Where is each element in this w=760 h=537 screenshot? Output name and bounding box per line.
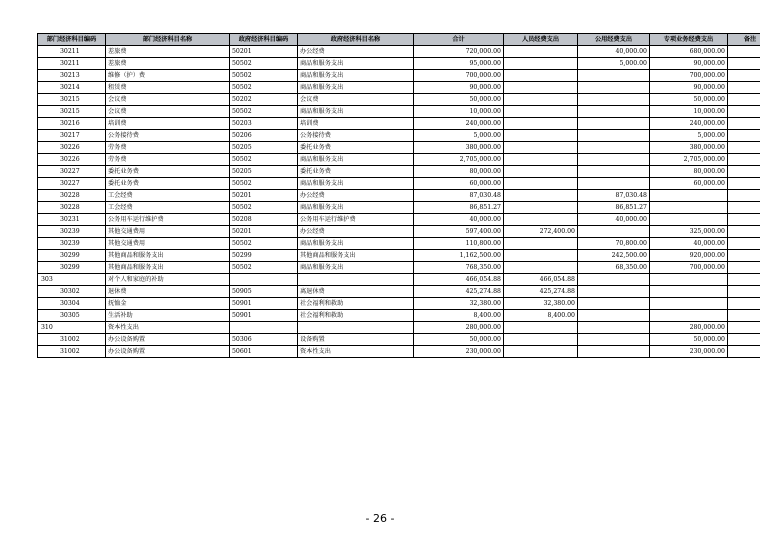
cell-special: 40,000.00 <box>650 238 728 250</box>
table-row <box>38 130 760 142</box>
table-row <box>38 202 760 214</box>
cell-public: 40,000.00 <box>578 46 650 58</box>
cell-personnel <box>504 130 578 142</box>
cell-total: 80,000.00 <box>414 166 504 178</box>
cell-special: 230,000.00 <box>650 346 728 358</box>
cell-gov-code: 50202 <box>230 94 298 106</box>
cell-dept-code: 30211 <box>38 46 106 58</box>
cell-public <box>578 226 650 238</box>
cell-gov-code: 50601 <box>230 346 298 358</box>
cell-personnel: 466,054.88 <box>504 274 578 286</box>
cell-gov-code: 50205 <box>230 166 298 178</box>
cell-dept-code: 30302 <box>38 286 106 298</box>
table-row <box>38 262 760 274</box>
cell-gov-name: 资本性支出 <box>298 346 414 358</box>
cell-dept-code: 30217 <box>38 130 106 142</box>
col-header-remarks: 备注 <box>728 34 760 46</box>
cell-personnel: 32,380.00 <box>504 298 578 310</box>
table-row <box>38 346 760 358</box>
cell-gov-name: 其他商品和服务支出 <box>298 250 414 262</box>
cell-gov-name: 商品和服务支出 <box>298 106 414 118</box>
cell-remarks <box>728 118 760 130</box>
cell-gov-name: 商品和服务支出 <box>298 202 414 214</box>
table-row <box>38 154 760 166</box>
cell-personnel: 272,400.00 <box>504 226 578 238</box>
cell-remarks <box>728 130 760 142</box>
cell-total: 87,030.48 <box>414 190 504 202</box>
cell-remarks <box>728 142 760 154</box>
budget-table <box>37 33 760 358</box>
cell-gov-code: 50299 <box>230 250 298 262</box>
cell-gov-code: 50206 <box>230 130 298 142</box>
col-header-gov-name: 政府经济科目名称 <box>298 34 414 46</box>
cell-personnel <box>504 46 578 58</box>
cell-personnel <box>504 262 578 274</box>
cell-gov-code: 50905 <box>230 286 298 298</box>
cell-gov-name: 培训费 <box>298 118 414 130</box>
cell-gov-name: 商品和服务支出 <box>298 58 414 70</box>
cell-gov-name: 公务用车运行维护费 <box>298 214 414 226</box>
cell-total: 240,000.00 <box>414 118 504 130</box>
table-row <box>38 274 760 286</box>
cell-total: 425,274.88 <box>414 286 504 298</box>
table-row <box>38 82 760 94</box>
col-header-gov-code: 政府经济科目编码 <box>230 34 298 46</box>
cell-total: 5,000.00 <box>414 130 504 142</box>
cell-remarks <box>728 58 760 70</box>
cell-public <box>578 166 650 178</box>
cell-dept-name: 公务用车运行维护费 <box>106 214 230 226</box>
cell-gov-name <box>298 322 414 334</box>
cell-total: 110,800.00 <box>414 238 504 250</box>
cell-public <box>578 322 650 334</box>
cell-public: 242,500.00 <box>578 250 650 262</box>
cell-remarks <box>728 154 760 166</box>
cell-dept-name: 办公设备购置 <box>106 334 230 346</box>
table-row <box>38 250 760 262</box>
cell-remarks <box>728 310 760 322</box>
cell-personnel <box>504 214 578 226</box>
cell-gov-code: 50205 <box>230 142 298 154</box>
cell-remarks <box>728 190 760 202</box>
cell-gov-name: 委托业务费 <box>298 166 414 178</box>
cell-public <box>578 82 650 94</box>
cell-special: 280,000.00 <box>650 322 728 334</box>
table-row <box>38 226 760 238</box>
cell-special <box>650 310 728 322</box>
cell-gov-code: 50502 <box>230 82 298 94</box>
cell-dept-name: 委托业务费 <box>106 178 230 190</box>
cell-special <box>650 274 728 286</box>
cell-remarks <box>728 286 760 298</box>
cell-total: 50,000.00 <box>414 94 504 106</box>
cell-remarks <box>728 214 760 226</box>
cell-remarks <box>728 346 760 358</box>
cell-gov-name: 委托业务费 <box>298 142 414 154</box>
cell-public <box>578 130 650 142</box>
cell-dept-name: 维修（护）费 <box>106 70 230 82</box>
cell-gov-name: 社会福利和救助 <box>298 298 414 310</box>
cell-gov-code: 50901 <box>230 298 298 310</box>
cell-gov-code: 50201 <box>230 190 298 202</box>
cell-dept-code: 30239 <box>38 226 106 238</box>
table-row <box>38 334 760 346</box>
cell-dept-name: 办公设备购置 <box>106 346 230 358</box>
cell-dept-code: 30227 <box>38 166 106 178</box>
cell-personnel <box>504 334 578 346</box>
table-row <box>38 178 760 190</box>
cell-special <box>650 190 728 202</box>
cell-special <box>650 286 728 298</box>
cell-dept-name: 差旅费 <box>106 58 230 70</box>
cell-remarks <box>728 82 760 94</box>
table-row <box>38 46 760 58</box>
cell-dept-code: 30228 <box>38 190 106 202</box>
table-row <box>38 298 760 310</box>
cell-public: 70,800.00 <box>578 238 650 250</box>
cell-remarks <box>728 178 760 190</box>
cell-dept-name: 资本性支出 <box>106 322 230 334</box>
cell-public <box>578 286 650 298</box>
cell-public <box>578 106 650 118</box>
table-row <box>38 238 760 250</box>
cell-public <box>578 274 650 286</box>
table-row <box>38 322 760 334</box>
cell-public <box>578 94 650 106</box>
cell-total: 700,000.00 <box>414 70 504 82</box>
cell-total: 380,000.00 <box>414 142 504 154</box>
cell-dept-name: 对个人和家庭的补助 <box>106 274 230 286</box>
cell-dept-name: 工会经费 <box>106 190 230 202</box>
cell-dept-name: 生活补助 <box>106 310 230 322</box>
cell-dept-code: 30231 <box>38 214 106 226</box>
cell-total: 720,000.00 <box>414 46 504 58</box>
cell-gov-name: 商品和服务支出 <box>298 82 414 94</box>
cell-public <box>578 178 650 190</box>
cell-dept-name: 会议费 <box>106 94 230 106</box>
cell-gov-name: 公务接待费 <box>298 130 414 142</box>
cell-personnel <box>504 58 578 70</box>
cell-dept-code: 30215 <box>38 106 106 118</box>
cell-gov-name: 社会福利和救助 <box>298 310 414 322</box>
cell-gov-name: 办公经费 <box>298 46 414 58</box>
cell-dept-code: 30227 <box>38 178 106 190</box>
cell-public <box>578 118 650 130</box>
cell-gov-code: 50502 <box>230 70 298 82</box>
cell-dept-code: 30228 <box>38 202 106 214</box>
cell-special: 50,000.00 <box>650 94 728 106</box>
cell-dept-code: 310 <box>38 322 106 334</box>
cell-remarks <box>728 274 760 286</box>
cell-gov-code: 50502 <box>230 106 298 118</box>
cell-gov-code: 50901 <box>230 310 298 322</box>
cell-total: 60,000.00 <box>414 178 504 190</box>
cell-dept-code: 303 <box>38 274 106 286</box>
cell-total: 230,000.00 <box>414 346 504 358</box>
table-row <box>38 118 760 130</box>
cell-dept-code: 30216 <box>38 118 106 130</box>
cell-special: 60,000.00 <box>650 178 728 190</box>
cell-dept-code: 30215 <box>38 94 106 106</box>
table-row <box>38 58 760 70</box>
cell-public: 5,000.00 <box>578 58 650 70</box>
cell-dept-name: 劳务费 <box>106 142 230 154</box>
cell-dept-name: 其他商品和服务支出 <box>106 262 230 274</box>
cell-dept-name: 其他交通费用 <box>106 226 230 238</box>
cell-remarks <box>728 334 760 346</box>
cell-personnel: 425,274.88 <box>504 286 578 298</box>
cell-total: 90,000.00 <box>414 82 504 94</box>
col-header-total: 合计 <box>414 34 504 46</box>
cell-total: 597,400.00 <box>414 226 504 238</box>
cell-dept-code: 30299 <box>38 262 106 274</box>
cell-dept-code: 31002 <box>38 334 106 346</box>
cell-personnel <box>504 118 578 130</box>
cell-personnel: 8,400.00 <box>504 310 578 322</box>
col-header-special: 专项业务经费支出 <box>650 34 728 46</box>
cell-gov-code: 50502 <box>230 262 298 274</box>
cell-dept-code: 30239 <box>38 238 106 250</box>
cell-special: 90,000.00 <box>650 58 728 70</box>
cell-dept-code: 30299 <box>38 250 106 262</box>
cell-public <box>578 346 650 358</box>
cell-remarks <box>728 70 760 82</box>
cell-dept-code: 30304 <box>38 298 106 310</box>
cell-personnel <box>504 190 578 202</box>
cell-personnel <box>504 322 578 334</box>
cell-public <box>578 334 650 346</box>
cell-gov-name: 办公经费 <box>298 190 414 202</box>
cell-personnel <box>504 142 578 154</box>
cell-dept-name: 会议费 <box>106 106 230 118</box>
cell-special: 10,000.00 <box>650 106 728 118</box>
cell-total: 40,000.00 <box>414 214 504 226</box>
cell-gov-code: 50306 <box>230 334 298 346</box>
cell-special <box>650 202 728 214</box>
table-row <box>38 286 760 298</box>
cell-total: 95,000.00 <box>414 58 504 70</box>
cell-dept-name: 差旅费 <box>106 46 230 58</box>
cell-remarks <box>728 262 760 274</box>
cell-total: 768,350.00 <box>414 262 504 274</box>
cell-dept-code: 30213 <box>38 70 106 82</box>
cell-gov-code: 50203 <box>230 118 298 130</box>
cell-special: 80,000.00 <box>650 166 728 178</box>
cell-personnel <box>504 166 578 178</box>
table-row <box>38 142 760 154</box>
col-header-dept-code: 部门经济科目编码 <box>38 34 106 46</box>
cell-special <box>650 298 728 310</box>
cell-special: 50,000.00 <box>650 334 728 346</box>
cell-public <box>578 310 650 322</box>
page-number: - 26 - <box>365 512 395 525</box>
cell-personnel <box>504 346 578 358</box>
cell-dept-name: 抚恤金 <box>106 298 230 310</box>
table-body <box>38 46 760 358</box>
cell-special: 920,000.00 <box>650 250 728 262</box>
cell-dept-code: 30214 <box>38 82 106 94</box>
cell-gov-code: 50502 <box>230 178 298 190</box>
cell-gov-name: 商品和服务支出 <box>298 178 414 190</box>
cell-dept-name: 劳务费 <box>106 154 230 166</box>
cell-public: 87,030.48 <box>578 190 650 202</box>
cell-special: 700,000.00 <box>650 70 728 82</box>
cell-remarks <box>728 226 760 238</box>
cell-gov-name: 商品和服务支出 <box>298 262 414 274</box>
cell-special: 325,000.00 <box>650 226 728 238</box>
cell-dept-name: 公务接待费 <box>106 130 230 142</box>
cell-special: 5,000.00 <box>650 130 728 142</box>
table-header-row <box>38 34 760 46</box>
cell-public: 86,851.27 <box>578 202 650 214</box>
cell-personnel <box>504 238 578 250</box>
cell-gov-code <box>230 322 298 334</box>
cell-dept-name: 其他交通费用 <box>106 238 230 250</box>
cell-dept-name: 委托业务费 <box>106 166 230 178</box>
cell-remarks <box>728 298 760 310</box>
cell-gov-code <box>230 274 298 286</box>
cell-special: 240,000.00 <box>650 118 728 130</box>
cell-public <box>578 298 650 310</box>
cell-special <box>650 214 728 226</box>
cell-gov-name: 商品和服务支出 <box>298 70 414 82</box>
cell-personnel <box>504 250 578 262</box>
cell-gov-name <box>298 274 414 286</box>
cell-remarks <box>728 238 760 250</box>
cell-dept-code: 30305 <box>38 310 106 322</box>
cell-dept-name: 其他商品和服务支出 <box>106 250 230 262</box>
cell-personnel <box>504 70 578 82</box>
cell-public: 40,000.00 <box>578 214 650 226</box>
cell-public <box>578 142 650 154</box>
col-header-public: 公用经费支出 <box>578 34 650 46</box>
cell-remarks <box>728 250 760 262</box>
cell-special: 680,000.00 <box>650 46 728 58</box>
cell-total: 1,162,500.00 <box>414 250 504 262</box>
cell-total: 10,000.00 <box>414 106 504 118</box>
cell-total: 280,000.00 <box>414 322 504 334</box>
cell-dept-name: 退休费 <box>106 286 230 298</box>
cell-remarks <box>728 94 760 106</box>
cell-special: 2,705,000.00 <box>650 154 728 166</box>
cell-remarks <box>728 46 760 58</box>
cell-dept-code: 30226 <box>38 154 106 166</box>
cell-gov-name: 离退休费 <box>298 286 414 298</box>
cell-remarks <box>728 322 760 334</box>
cell-remarks <box>728 166 760 178</box>
cell-gov-code: 50502 <box>230 202 298 214</box>
cell-gov-name: 会议费 <box>298 94 414 106</box>
cell-total: 86,851.27 <box>414 202 504 214</box>
cell-personnel <box>504 82 578 94</box>
col-header-dept-name: 部门经济科目名称 <box>106 34 230 46</box>
cell-special: 90,000.00 <box>650 82 728 94</box>
col-header-personnel: 人员经费支出 <box>504 34 578 46</box>
cell-personnel <box>504 154 578 166</box>
table-row <box>38 166 760 178</box>
cell-personnel <box>504 94 578 106</box>
cell-public <box>578 154 650 166</box>
cell-dept-name: 培训费 <box>106 118 230 130</box>
cell-gov-code: 50208 <box>230 214 298 226</box>
cell-total: 32,380.00 <box>414 298 504 310</box>
cell-gov-name: 商品和服务支出 <box>298 238 414 250</box>
table-row <box>38 70 760 82</box>
table-row <box>38 310 760 322</box>
cell-dept-name: 工会经费 <box>106 202 230 214</box>
cell-public <box>578 70 650 82</box>
cell-personnel <box>504 202 578 214</box>
cell-personnel <box>504 178 578 190</box>
cell-dept-code: 31002 <box>38 346 106 358</box>
cell-personnel <box>504 106 578 118</box>
cell-total: 50,000.00 <box>414 334 504 346</box>
cell-gov-code: 50201 <box>230 46 298 58</box>
cell-gov-name: 商品和服务支出 <box>298 154 414 166</box>
cell-public: 68,350.00 <box>578 262 650 274</box>
cell-gov-name: 设备购置 <box>298 334 414 346</box>
cell-gov-code: 50502 <box>230 238 298 250</box>
cell-remarks <box>728 106 760 118</box>
cell-dept-code: 30211 <box>38 58 106 70</box>
table-row <box>38 94 760 106</box>
cell-total: 8,400.00 <box>414 310 504 322</box>
cell-dept-name: 租赁费 <box>106 82 230 94</box>
cell-gov-code: 50201 <box>230 226 298 238</box>
cell-remarks <box>728 202 760 214</box>
cell-gov-name: 办公经费 <box>298 226 414 238</box>
cell-total: 2,705,000.00 <box>414 154 504 166</box>
cell-gov-code: 50502 <box>230 154 298 166</box>
cell-total: 466,054.88 <box>414 274 504 286</box>
table-row <box>38 106 760 118</box>
table-row <box>38 190 760 202</box>
cell-dept-code: 30226 <box>38 142 106 154</box>
table-row <box>38 214 760 226</box>
cell-special: 700,000.00 <box>650 262 728 274</box>
cell-gov-code: 50502 <box>230 58 298 70</box>
cell-special: 380,000.00 <box>650 142 728 154</box>
